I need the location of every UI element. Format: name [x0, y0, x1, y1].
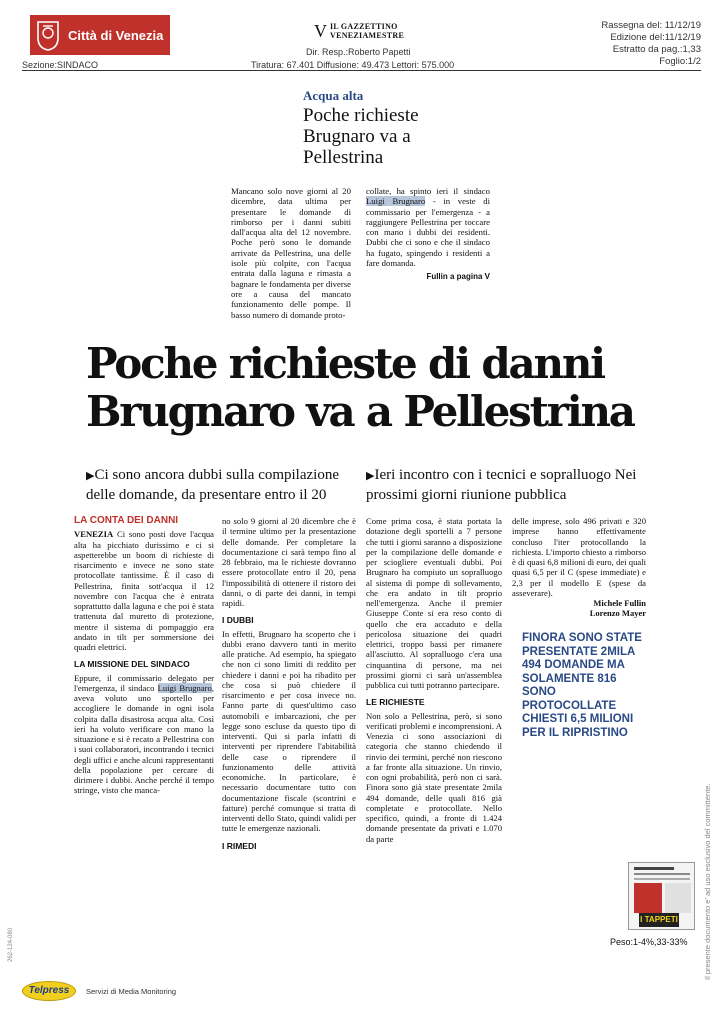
body-paragraph: In effetti, Brugnaro ha scoperto che i dubbi erano davvero tanti in merito alle pratiche. Ad esempio, ha spiegato che non ci sono limiti di reddito per chiedere i danni e poi ha ribadito per che cosa si può chiedere il risarcimento e per cosa invece no. Fanno parte di quest'ultimo caso automobili e imbarcazioni, che per legge sono escluse da questo tipo di interventi. Qui si parla infatti di interventi per riprendere l'abitabilità delle case o riprendere il funzionamento delle attività economiche. In particolare, è necessario documentare tutto con documentazione fiscale (scontrini e fatture) perché comunque si tratta di interventi dello Stato, quindi validi per tutte le emergenze nazionali.: [222, 628, 356, 834]
teaser-page-ref: Fullin a pagina V: [426, 272, 490, 282]
teaser-text-2: collate, ha spinto ieri il sindaco Luigi Brugnaro - in veste di commissario per l'emergenza - a raggiungere Pellestrina per toccare con mano i dubbi dei residenti. Dubbi che ci sono e che il sindaco ha fugato, spingendo i residenti a fare domanda.: [366, 186, 490, 269]
logo-text: Città di Venezia: [68, 27, 164, 43]
publication-masthead: V IL GAZZETTINO VENEZIAMESTRE: [320, 22, 440, 40]
teaser-column-1: [231, 186, 351, 320]
highlighted-name: Luigi Brugnaro: [366, 196, 426, 207]
teaser-column-2: [366, 186, 490, 283]
headline-line-1: Poche richieste di danni: [86, 339, 604, 388]
headline-line-2: Brugnaro va a Pellestrina: [86, 387, 634, 436]
highlighted-name: Luigi Brugnaro: [157, 682, 212, 693]
estratto-pages: Estratto da pag.:1,33: [612, 44, 701, 55]
subheadline-left: ▶Ci sono ancora dubbi sulla compilazione delle domande, da presentare entro il 20: [86, 467, 339, 503]
telpress-logo: Telpress: [22, 981, 76, 1001]
teaser-kicker: Acqua alta: [303, 88, 364, 103]
city-logo: [30, 15, 170, 55]
section-head-rimedi: I RIMEDI: [222, 840, 257, 851]
main-headline: [86, 340, 686, 436]
body-paragraph: Non solo a Pellestrina, però, si sono verificati problemi e incomprensioni. A Venezia ci sono associazioni di categoria che stanno chiedendo il rinvio dei termini, perché non riescono a far fronte alla situazione. Un rinvio, con ogni probabilità, però non ci sarà. Finora sono già state presentate 2mila 494 domande, delle quali 816 già completate e protocollate. Nello specifico, quindi, a fronte di 1.424 domande presentate da privati e 1.070 da parte: [366, 710, 502, 844]
body-paragraph: Eppure, il commissario delegato per l'emergenza, il sindaco Luigi Brugnaro, aveva voluto uno sportello per accogliere le domande in ogni isola colpita dalla disastrosa acqua alta. Così ieri ha voluto verificare con mano la situazione e si è recato a Pellestrina con i suoi collaboratori, incontrando i tecnici degli uffici e anche alcuni rappresentanti della popolazione per cercare di dirimere i dubbi. Anche perché il tempo stringe, visto che manca-: [74, 672, 214, 796]
page-thumbnail: [628, 862, 695, 930]
section-head-richieste: LE RICHIESTE: [366, 697, 425, 708]
weight-label: Peso:1-4%,33-33%: [610, 937, 688, 947]
subheadline-right: ▶Ieri incontro con i tecnici e sopralluogo Nei prossimi giorni riunione pubblica: [366, 467, 637, 503]
section-head-conta: LA CONTA DEI DANNI: [74, 515, 179, 526]
section-label: Sezione:SINDACO: [22, 60, 99, 70]
author-signature: Lorenzo Mayer: [589, 608, 646, 618]
body-column-1: [74, 516, 214, 796]
teaser-text-1: Mancano solo nove giorni al 20 dicembre, data ultima per presentare le domande di rimborso per i danni subiti dall'acqua alta del 12 novembre. Poche però sono le domande arrivate da Pellestrina, una delle isole più colpite, con l'acqua entrata dalla laguna e rimasta a bagnare le fondamenta per diverse ore a causa del mancato funzionamento delle pompe. Il basso numero di domande proto-: [231, 186, 351, 320]
rassegna-date: Rassegna del: 11/12/19: [601, 20, 701, 31]
pull-quote: FINORA SONO STATE PRESENTATE 2MILA 494 DOMANDE MA SOLAMENTE 816 SONO PROTOCOLLATE CHIESTI 6,5 MILIONI PER IL RIPRISTINO: [522, 632, 642, 739]
triangle-icon: ▶: [86, 470, 95, 482]
teaser-title: Poche richieste Brugnaro va a Pellestrina: [303, 105, 419, 168]
body-paragraph: Come prima cosa, è stata portata la dotazione degli sportelli a 7 persone che tutti i giorni saranno a disposizione per la compilazione delle domande e per sciogliere eventuali dubbi. Poi Brugnaro ha compiuto un sopralluogo al sistema di pompe di sollevamento, che era andato in tilt proprio nell'emergenza. Anche il premier Giuseppe Conte si era reso conto di quello che era accaduto e della pericolosa situazione dei quadri elettrici, troppo bassi per rimanere all'asciutto. Al sopralluogo c'era una cinquantina di persone, ma nei prossimi giorni ci sarà un'assemblea pubblica cui tutti potranno partecipare.: [366, 516, 502, 690]
body-column-2: [222, 516, 356, 854]
body-paragraph: VENEZIA Ci sono posti dove l'acqua alta ha picchiato durissimo e ci si aspetterebbe un boom di richieste di risarcimento e invece ne sono state protocollate tantissime. È il caso di Pellestrina, finita sott'acqua il 12 novembre con l'acqua che è entrata soprattutto dalla laguna e che poi è stata trattenuta dal muretto di protezione, mentre il sistema di pompaggio era andato in tilt per sommersione dei quadri elettrici.: [74, 529, 214, 652]
section-head-missione: LA MISSIONE DEL SINDACO: [74, 659, 190, 670]
document-code: 262-124-080: [8, 927, 14, 962]
usage-note: Il presente documento e' ad uso esclusivo del committente.: [703, 783, 712, 980]
service-label: Servizi di Media Monitoring: [86, 987, 177, 996]
thumbnail-caption: I TAPPETI: [639, 913, 679, 927]
publication-name: IL GAZZETTINO: [330, 22, 398, 31]
body-paragraph: no solo 9 giorni al 20 dicembre che è il termine ultimo per la presentazione delle domande. Per completare la documentazione ci sarà tempo fino al 28 febbraio, ma le richieste dovranno essere protocollate entro il 20, pena l'impossibilità di ottenere il ristoro dei danni, o di parte dei danni, in tempi rapidi.: [222, 516, 356, 608]
body-column-3: [366, 516, 502, 844]
publication-edition: VENEZIAMESTRE: [330, 31, 405, 40]
crest-icon: [34, 18, 62, 52]
header-divider: [22, 70, 701, 71]
body-column-4: [512, 516, 646, 618]
triangle-icon: ▶: [366, 470, 375, 482]
review-metadata: [601, 20, 701, 68]
circulation-line: Tiratura: 67.401 Diffusione: 49.473 Lettori: 575.000: [251, 60, 455, 70]
foglio-number: Foglio:1/2: [659, 56, 701, 67]
director-line: Dir. Resp.:Roberto Papetti: [306, 47, 411, 57]
section-head-dubbi: I DUBBI: [222, 615, 254, 626]
author-signature: Michele Fullin: [593, 598, 646, 608]
body-paragraph: delle imprese, solo 496 privati e 320 imprese hanno effettivamente concluso l'iter protocollando la richiesta. L'importo chiesto a rimborso è di quasi 6,8 milioni di euro, dei quali quasi 6,5 per il C (spese immediate) e 2,3 per il modello E (spese da asseverare).: [512, 516, 646, 598]
edizione-date: Edizione del:11/12/19: [610, 32, 701, 43]
